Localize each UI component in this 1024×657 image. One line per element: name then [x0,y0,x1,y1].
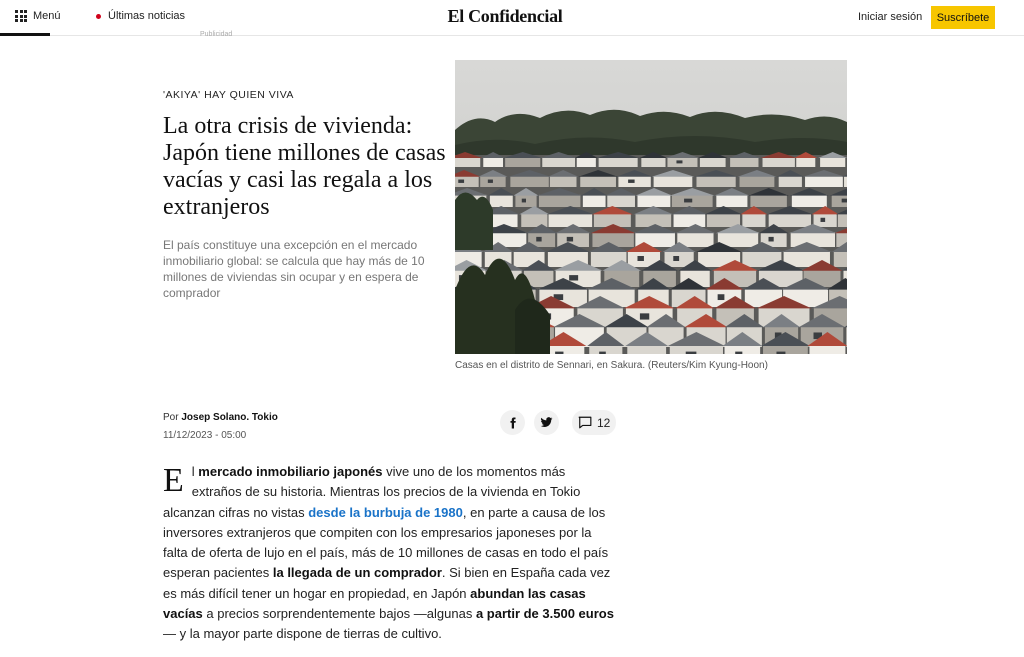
byline [163,412,278,423]
body-text: l [191,464,199,479]
photo-caption: Casas en el distrito de Sennari, en Sakura. (Reuters/Kim Kyung-Hoon) [455,360,768,371]
header-accent-bar [0,33,50,36]
article-kicker: 'AKIYA' HAY QUIEN VIVA [163,89,294,101]
body-bold: la llegada de un comprador [272,565,442,581]
publish-date: 11/12/2023 - 05:00 [163,430,247,441]
site-logo[interactable]: El Confidencial [447,6,563,26]
latest-news-label: Últimas noticias [108,10,186,22]
facebook-icon [507,417,519,429]
body-text: vive uno de los momentos más extraños de su historia. Mientras los precios de la vivienda en Tokio alcanzan cifras no vistas [163,464,581,520]
facebook-share-button[interactable] [500,410,525,435]
body-text: — y la mayor parte dispone de tierras de cultivo. [163,626,442,642]
article-headline: La otra crisis de vivienda: Japón tiene millones de casas vacías y casi las regala a los extranjeros [163,113,446,220]
body-bold: abundan las casas vacías [163,585,586,622]
login-link[interactable]: Iniciar sesión [858,11,923,23]
body-text: , en parte a causa de los inversores extranjeros que compiten con los empresarios japoneses por la falta de oferta de lujo en el país, más de 10 millones de casas en todo el país esperan pacientes [163,504,609,581]
comment-count: 12 [597,415,611,430]
subscribe-button[interactable]: Suscríbete [931,6,995,29]
article-lead: El país constituye una excepción en el mercado inmobiliario global: se calcula que hay más de 10 millones de viviendas sin ocupar y en espera de comprador [163,238,425,300]
twitter-icon [540,416,553,429]
article-body [163,462,615,645]
byline-prefix: Por [163,412,179,423]
comments-button[interactable] [572,410,616,435]
body-bold: mercado inmobiliario japonés [198,464,383,479]
drop-cap: E [163,462,184,499]
article-photo [455,60,847,354]
body-link[interactable]: desde la burbuja de 1980 [308,504,463,520]
comment-icon [578,416,592,429]
ad-label: Publicidad [200,31,233,38]
twitter-share-button[interactable] [534,410,559,435]
site-header [0,0,1024,36]
body-text: . Si bien en España cada vez es más difícil tener un hogar en propiedad, en Japón [163,565,611,601]
body-text: a precios sorprendentemente bajos —algunas [202,606,476,622]
body-bold: a partir de 3.500 euros [475,606,614,622]
menu-label: Menú [33,10,61,22]
author-link[interactable]: Josep Solano. Tokio [181,412,278,423]
